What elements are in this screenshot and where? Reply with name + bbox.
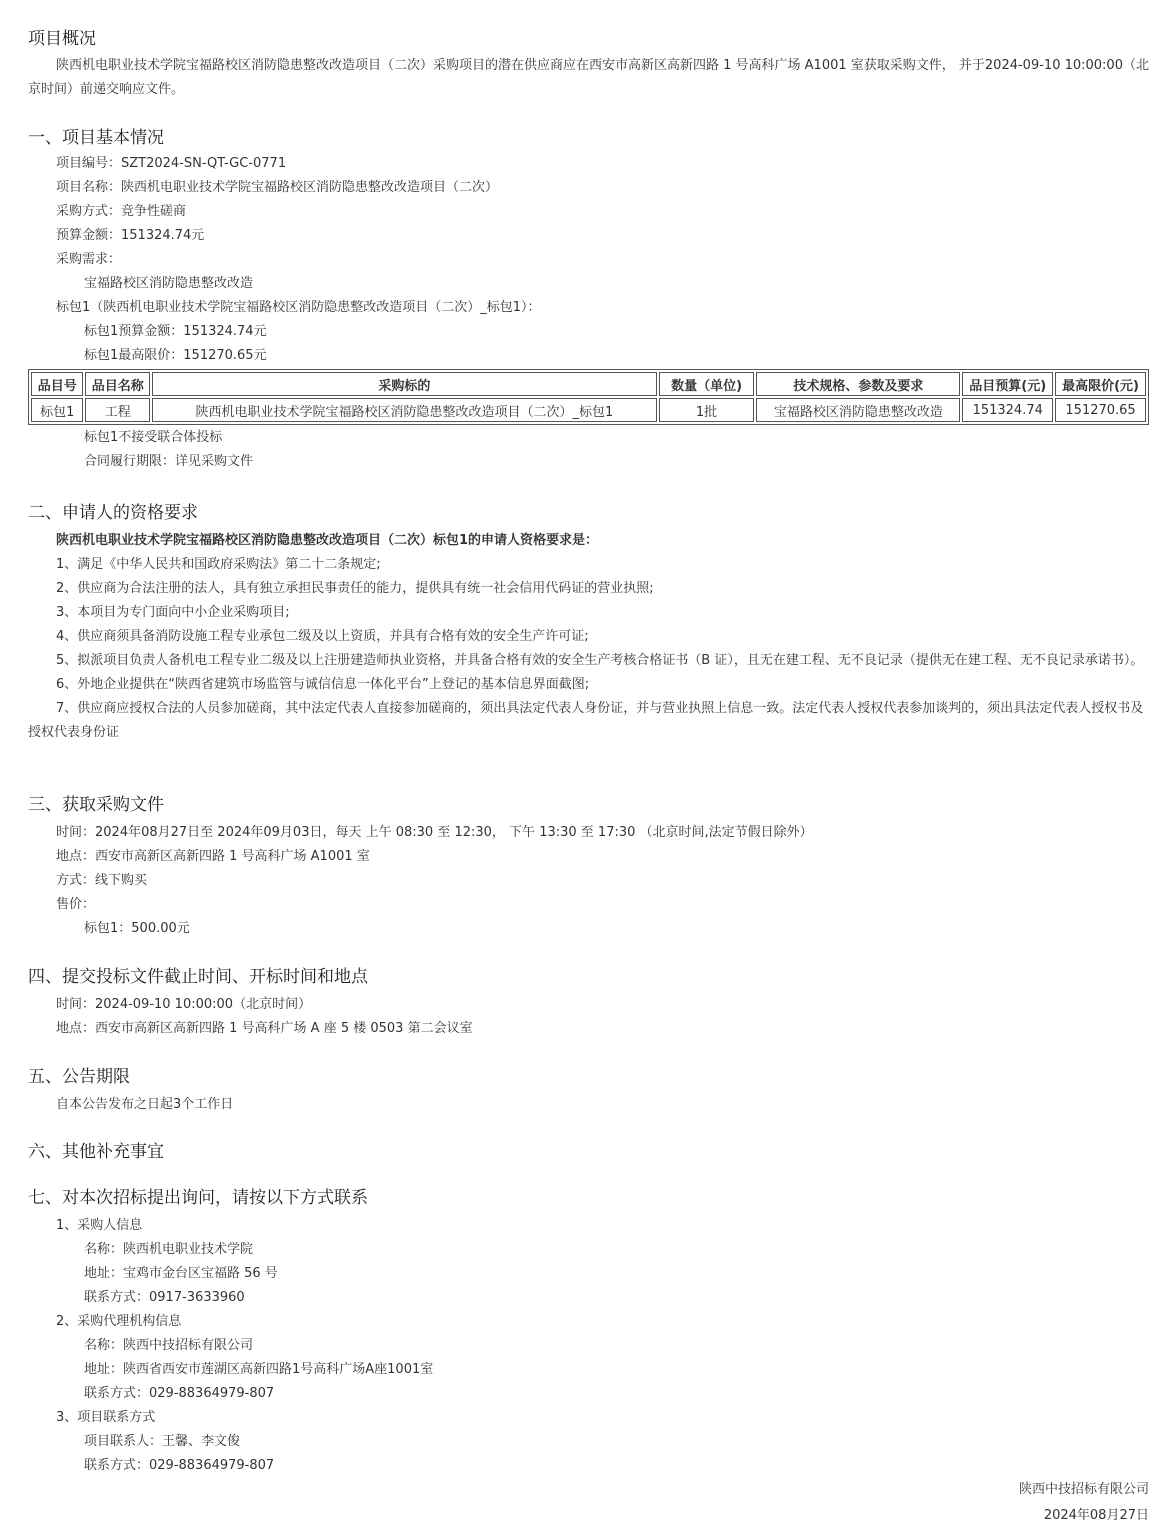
budget-amount: 预算金额：151324.74元 [56,228,205,243]
signature-company: 陕西中技招标有限公司 [1018,1482,1149,1497]
table-cell: 陕西机电职业技术学院宝福路校区消防隐患整改改造项目（二次）_标包1 [152,398,657,422]
table-header-cell: 品目名称 [85,372,150,396]
table-header-row [31,372,1146,396]
table-header-cell: 最高限价(元) [1055,372,1146,396]
obtain-place: 地点：西安市高新区高新四路 1 号高科广场 A1001 室 [56,849,370,864]
table-header-cell: 技术规格、参数及要求 [756,372,960,396]
price-lot: 标包1：500.00元 [84,921,190,936]
project-contact-person: 项目联系人：王馨、李文俊 [84,1434,241,1449]
section5-title: 五、公告期限 [28,1067,130,1087]
qualification-item: 3、本项目为专门面向中小企业采购项目; [56,605,290,620]
demand-label: 采购需求： [56,252,122,267]
agency-contact: 联系方式：029-88364979-807 [84,1386,275,1401]
overview-title: 项目概况 [28,29,96,49]
section6-title: 六、其他补充事宜 [28,1142,164,1162]
agency-name: 名称：陕西中技招标有限公司 [84,1338,254,1353]
table-cell: 151324.74 [962,398,1053,422]
section-other [28,1140,1149,1164]
table-cell: 工程 [85,398,150,422]
overview-text: 陕西机电职业技术学院宝福路校区消防隐患整改改造项目（二次）采购项目的潜在供应商应在西安市高新区高新四路 1 号高科广场 A1001 室获取采购文件， 并于2024-09-10 10:00:00（北京时间）前递交响应文件。 [28,58,1149,97]
signature-block [1019,1477,1149,1529]
section4-title: 四、提交投标文件截止时间、开标时间和地点 [28,967,368,987]
project-number: 项目编号：SZT2024-SN-QT-GC-0771 [56,156,287,171]
purchaser-address: 地址：宝鸡市金台区宝福路 56 号 [84,1266,278,1281]
qualification-item: 5、拟派项目负责人备机电工程专业二级及以上注册建造师执业资格，并具备合格有效的安全生产考核合格证书（B 证），且无在建工程、无不良记录（提供无在建工程、无不良记录承诺书）。 [56,653,1144,668]
obtain-way: 方式：线下购买 [56,873,148,888]
procurement-method: 采购方式：竞争性磋商 [56,204,187,219]
qualification-item: 6、外地企业提供在“陕西省建筑市场监管与诚信信息一体化平台”上登记的基本信息界面截图; [56,677,590,692]
section-contact [28,1186,1149,1478]
section-basic-info [28,126,1149,474]
section-qualifications [28,501,1149,745]
qualification-item: 1、满足《中华人民共和国政府采购法》第二十二条规定; [56,557,381,572]
lot-budget: 标包1预算金额：151324.74元 [84,324,267,339]
section7-title: 七、对本次招标提出询问，请按以下方式联系 [28,1188,368,1208]
lot-title: 标包1（陕西机电职业技术学院宝福路校区消防隐患整改改造项目（二次）_标包1）： [56,300,541,315]
table-cell: 151270.65 [1055,398,1146,422]
signature-date: 2024年08月27日 [1043,1508,1149,1523]
demand-text: 宝福路校区消防隐患整改改造 [84,276,254,291]
project-name: 项目名称：陕西机电职业技术学院宝福路校区消防隐患整改改造项目（二次） [56,180,499,195]
project-contact-label: 3、项目联系方式 [56,1410,156,1425]
agency-label: 2、采购代理机构信息 [56,1314,182,1329]
table-cell: 标包1 [31,398,83,422]
section2-title: 二、申请人的资格要求 [28,503,198,523]
obtain-time: 时间：2024年08月27日至 2024年09月03日，每天 上午 08:30 至 12:30， 下午 13:30 至 17:30 （北京时间,法定节假日除外） [56,825,813,840]
overview-section [28,27,1149,102]
project-contact-phone: 联系方式：029-88364979-807 [84,1458,275,1473]
items-table [28,369,1149,425]
lot-max-price: 标包1最高限价：151270.65元 [84,348,267,363]
table-header-cell: 品目号 [31,372,83,396]
section-obtain-docs [28,793,1149,941]
price-label: 售价： [56,897,96,912]
section-period [28,1065,1149,1117]
period-text: 自本公告发布之日起3个工作日 [56,1097,234,1112]
qualification-item: 4、供应商须具备消防设施工程专业承包二级及以上资质，并具有合格有效的安全生产许可证; [56,629,589,644]
qualification-lead: 陕西机电职业技术学院宝福路校区消防隐患整改改造项目（二次）标包1的申请人资格要求是： [56,533,599,548]
no-consortium: 标包1不接受联合体投标 [84,430,223,445]
contract-term: 合同履行期限：详见采购文件 [84,454,254,469]
table-cell: 宝福路校区消防隐患整改改造 [756,398,960,422]
purchaser-label: 1、采购人信息 [56,1218,143,1233]
qualification-item: 7、供应商应授权合法的人员参加磋商，其中法定代表人直接参加磋商的，须出具法定代表人身份证，并与营业执照上信息一致。法定代表人授权代表参加谈判的，须出具法定代表人授权书及授权代表身份证 [28,701,1144,740]
table-header-cell: 采购标的 [152,372,657,396]
section-deadline [28,965,1149,1041]
section3-title: 三、获取采购文件 [28,795,164,815]
purchaser-name: 名称：陕西机电职业技术学院 [84,1242,254,1257]
purchaser-contact: 联系方式：0917-3633960 [84,1290,245,1305]
qualification-item: 2、供应商为合法注册的法人，具有独立承担民事责任的能力，提供具有统一社会信用代码证的营业执照; [56,581,654,596]
table-row [31,398,1146,422]
agency-address: 地址：陕西省西安市莲湖区高新四路1号高科广场A座1001室 [84,1362,434,1377]
table-cell: 1批 [659,398,755,422]
section1-title: 一、项目基本情况 [28,128,164,148]
deadline-place: 地点：西安市高新区高新四路 1 号高科广场 A 座 5 楼 0503 第二会议室 [56,1021,473,1036]
deadline-time: 时间：2024-09-10 10:00:00（北京时间） [56,997,312,1012]
table-header-cell: 数量（单位) [659,372,755,396]
table-header-cell: 品目预算(元) [962,372,1053,396]
